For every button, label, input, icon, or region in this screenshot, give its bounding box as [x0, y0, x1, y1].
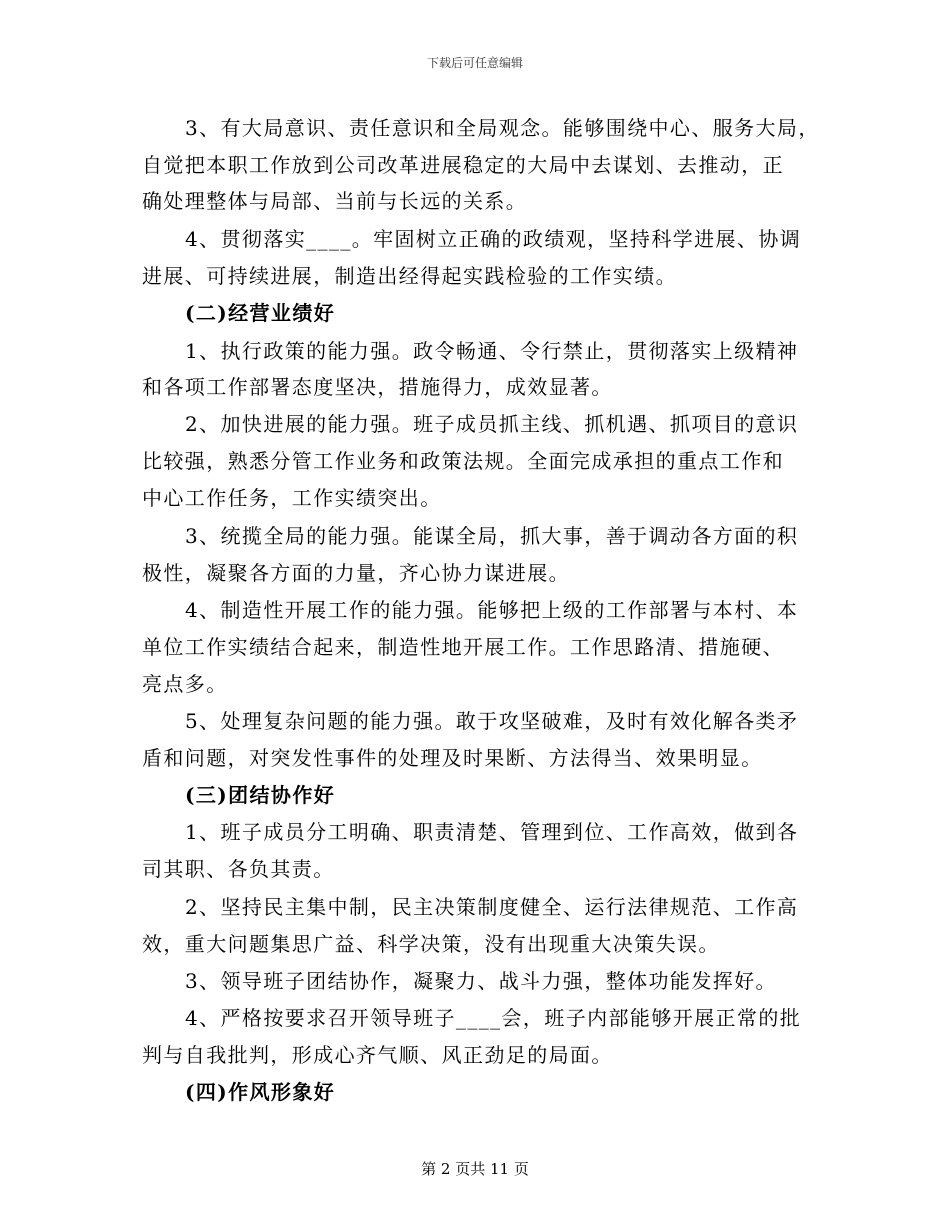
paragraph-line: 判与自我批判，形成心齐气顺、风正劲足的局面。 [142, 1043, 613, 1067]
paragraph-line: 3、有大局意识、责任意识和全局观念。能够围绕中心、服务大局， [185, 116, 820, 140]
page-header-watermark: 下载后可任意编辑 [426, 56, 523, 70]
paragraph-line: 盾和问题，对突发性事件的处理及时果断、方法得当、效果明显。 [142, 746, 763, 770]
paragraph-line: 2、坚持民主集中制，民主决策制度健全、运行法律规范、工作高 [185, 895, 799, 919]
paragraph-line: 和各项工作部署态度坚决，措施得力，成效显著。 [142, 375, 613, 399]
paragraph-line: 3、统揽全局的能力强。能谋全局，抓大事，善于调动各方面的积 [185, 524, 799, 548]
paragraph-line: 中心工作任务，工作实绩突出。 [142, 486, 442, 510]
paragraph-line: 亮点多。 [142, 672, 228, 696]
paragraph-line: 司其职、各负其责。 [142, 857, 335, 881]
paragraph-line: 3、领导班子团结协作，凝聚力、战斗力强，整体功能发挥好。 [185, 969, 777, 993]
paragraph-line: 效，重大问题集思广益、科学决策，没有出现重大决策失误。 [142, 932, 720, 956]
page-number-footer: 第 2 页共 11 页 [421, 1160, 529, 1178]
paragraph-line: 4、制造性开展工作的能力强。能够把上级的工作部署与本村、本 [185, 598, 799, 622]
paragraph-line: 1、班子成员分工明确、职责清楚、管理到位、工作高效，做到各 [185, 820, 799, 844]
section-heading: (四)作风形象好 [185, 1080, 336, 1104]
paragraph-line: 4、贯彻落实____。牢固树立正确的政绩观，坚持科学进展、协调 [185, 227, 802, 251]
paragraph-line: 自觉把本职工作放到公司改革进展稳定的大局中去谋划、去推动，正 [142, 153, 784, 177]
paragraph-line: 进展、可持续进展，制造出经得起实践检验的工作实绩。 [142, 264, 677, 288]
paragraph-line: 2、加快进展的能力强。班子成员抓主线、抓机遇、抓项目的意识 [185, 412, 799, 436]
paragraph-line: 确处理整体与局部、当前与长远的关系。 [142, 189, 528, 213]
paragraph-line: 5、处理复杂问题的能力强。敢于攻坚破难，及时有效化解各类矛 [185, 709, 799, 733]
paragraph-line: 1、执行政策的能力强。政令畅通、令行禁止，贯彻落实上级精神 [185, 339, 799, 363]
paragraph-line: 比较强，熟悉分管工作业务和政策法规。全面完成承担的重点工作和 [142, 449, 784, 473]
paragraph-line: 单位工作实绩结合起来，制造性地开展工作。工作思路清、措施硬、 [142, 635, 784, 659]
paragraph-line: 极性，凝聚各方面的力量，齐心协力谋进展。 [142, 561, 570, 585]
section-heading: (三)团结协作好 [185, 783, 336, 807]
section-heading: (二)经营业绩好 [185, 301, 336, 325]
paragraph-line: 4、严格按要求召开领导班子____会，班子内部能够开展正常的批 [185, 1006, 802, 1030]
